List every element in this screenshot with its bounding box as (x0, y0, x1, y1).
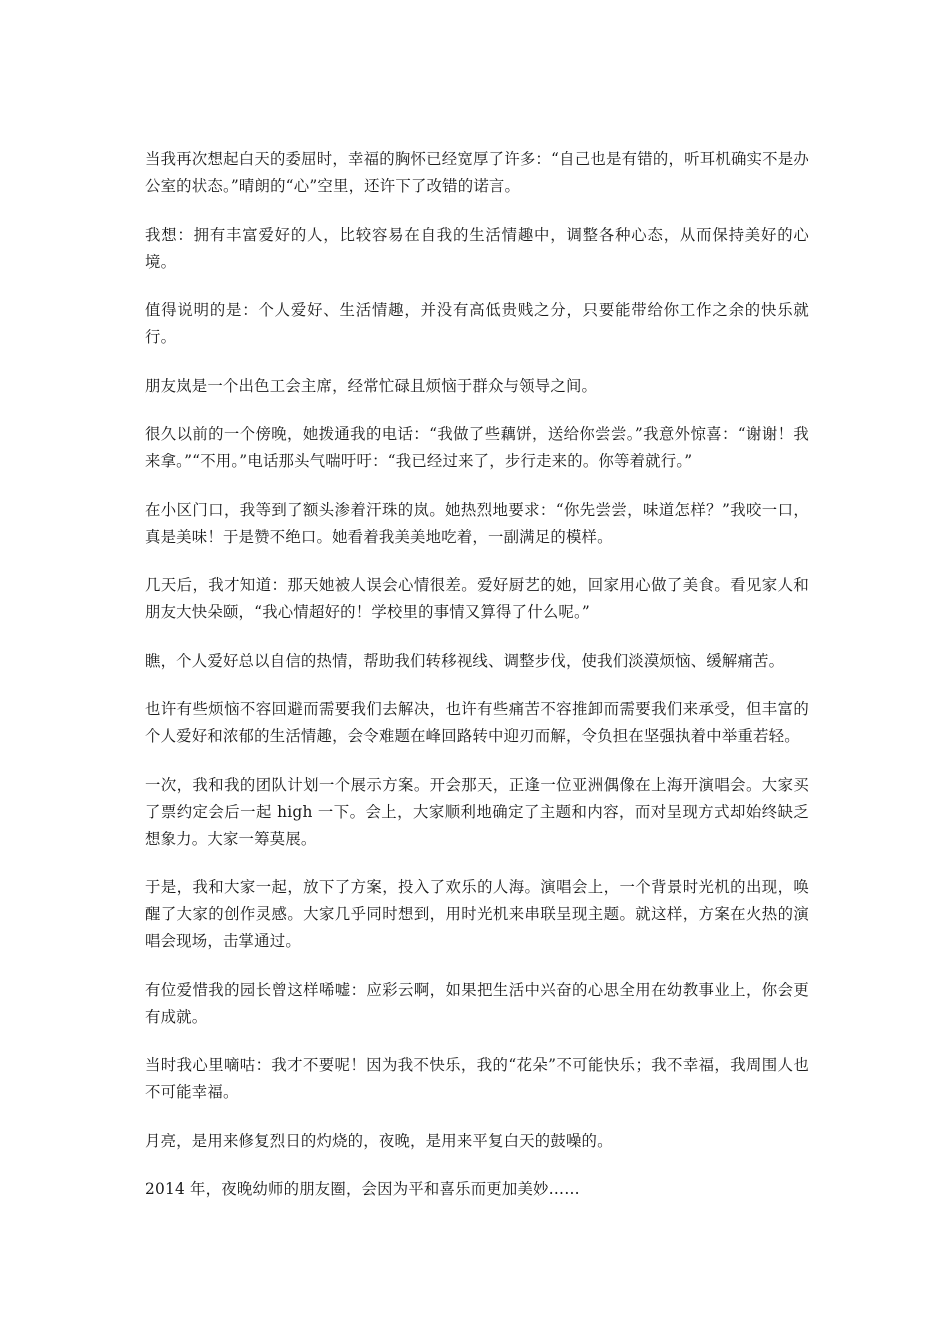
document-body (145, 146, 809, 1225)
paragraph-3: 值得说明的是：个人爱好、生活情趣，并没有高低贵贱之分，只要能带给你工作之余的快乐就行。 (145, 301, 809, 346)
paragraph-9: 也许有些烦恼不容回避而需要我们去解决，也许有些痛苦不容推卸而需要我们来承受，但丰富的个人爱好和浓郁的生活情趣，会令难题在峰回路转中迎刃而解，令负担在坚强执着中举重若轻。 (145, 700, 809, 745)
paragraph-4: 朋友岚是一个出色工会主席，经常忙碌且烦恼于群众与领导之间。 (145, 376, 598, 395)
paragraph-11: 于是，我和大家一起，放下了方案，投入了欢乐的人海。演唱会上，一个背景时光机的出现，唤醒了大家的创作灵感。大家几乎同时想到，用时光机来串联呈现主题。就这样，方案在火热的演唱会现场，击掌通过。 (145, 878, 809, 950)
paragraph-2: 我想：拥有丰富爱好的人，比较容易在自我的生活情趣中，调整各种心态，从而保持美好的心境。 (145, 225, 809, 271)
paragraph-14: 月亮，是用来修复烈日的灼烧的，夜晚，是用来平复白天的鼓噪的。 (145, 1131, 613, 1150)
paragraph-6: 在小区门口，我等到了额头渗着汗珠的岚。她热烈地要求：“你先尝尝，味道怎样？”我咬一口，真是美味！于是赞不绝口。她看着我美美地吃着，一副满足的模样。 (145, 500, 809, 546)
paragraph-15: 2014 年，夜晚幼师的朋友圈，会因为平和喜乐而更加美妙…… (145, 1180, 580, 1198)
paragraph-10: 一次，我和我的团队计划一个展示方案。开会那天，正逢一位亚洲偶像在上海开演唱会。大家买了票约定会后一起 high 一下。会上，大家顺利地确定了主题和内容，而对呈现方式却始终缺乏想象力。大家一筹莫展。 (145, 775, 809, 848)
paragraph-7: 几天后，我才知道：那天她被人误会心情很差。爱好厨艺的她，回家用心做了美食。看见家人和朋友大快朵颐，“我心情超好的！学校里的事情又算得了什么呢。” (145, 576, 809, 621)
paragraph-12: 有位爱惜我的园长曾这样唏嘘：应彩云啊，如果把生活中兴奋的心思全用在幼教事业上，你会更有成就。 (145, 980, 809, 1026)
paragraph-13: 当时我心里嘀咕：我才不要呢！因为我不快乐，我的“花朵”不可能快乐；我不幸福，我周围人也不可能幸福。 (145, 1056, 809, 1101)
paragraph-5: 很久以前的一个傍晚，她拨通我的电话：“我做了些藕饼，送给你尝尝。”我意外惊喜：“谢谢！我来拿。”“不用。”电话那头气喘吁吁：“我已经过来了，步行走来的。你等着就行。” (145, 425, 809, 470)
paragraph-8: 瞧，个人爱好总以自信的热情，帮助我们转移视线、调整步伐，使我们淡漠烦恼、缓解痛苦。 (145, 651, 785, 670)
paragraph-1: 当我再次想起白天的委屈时，幸福的胸怀已经宽厚了许多：“自己也是有错的，听耳机确实不是办公室的状态。”晴朗的“心”空里，还许下了改错的诺言。 (145, 150, 809, 195)
